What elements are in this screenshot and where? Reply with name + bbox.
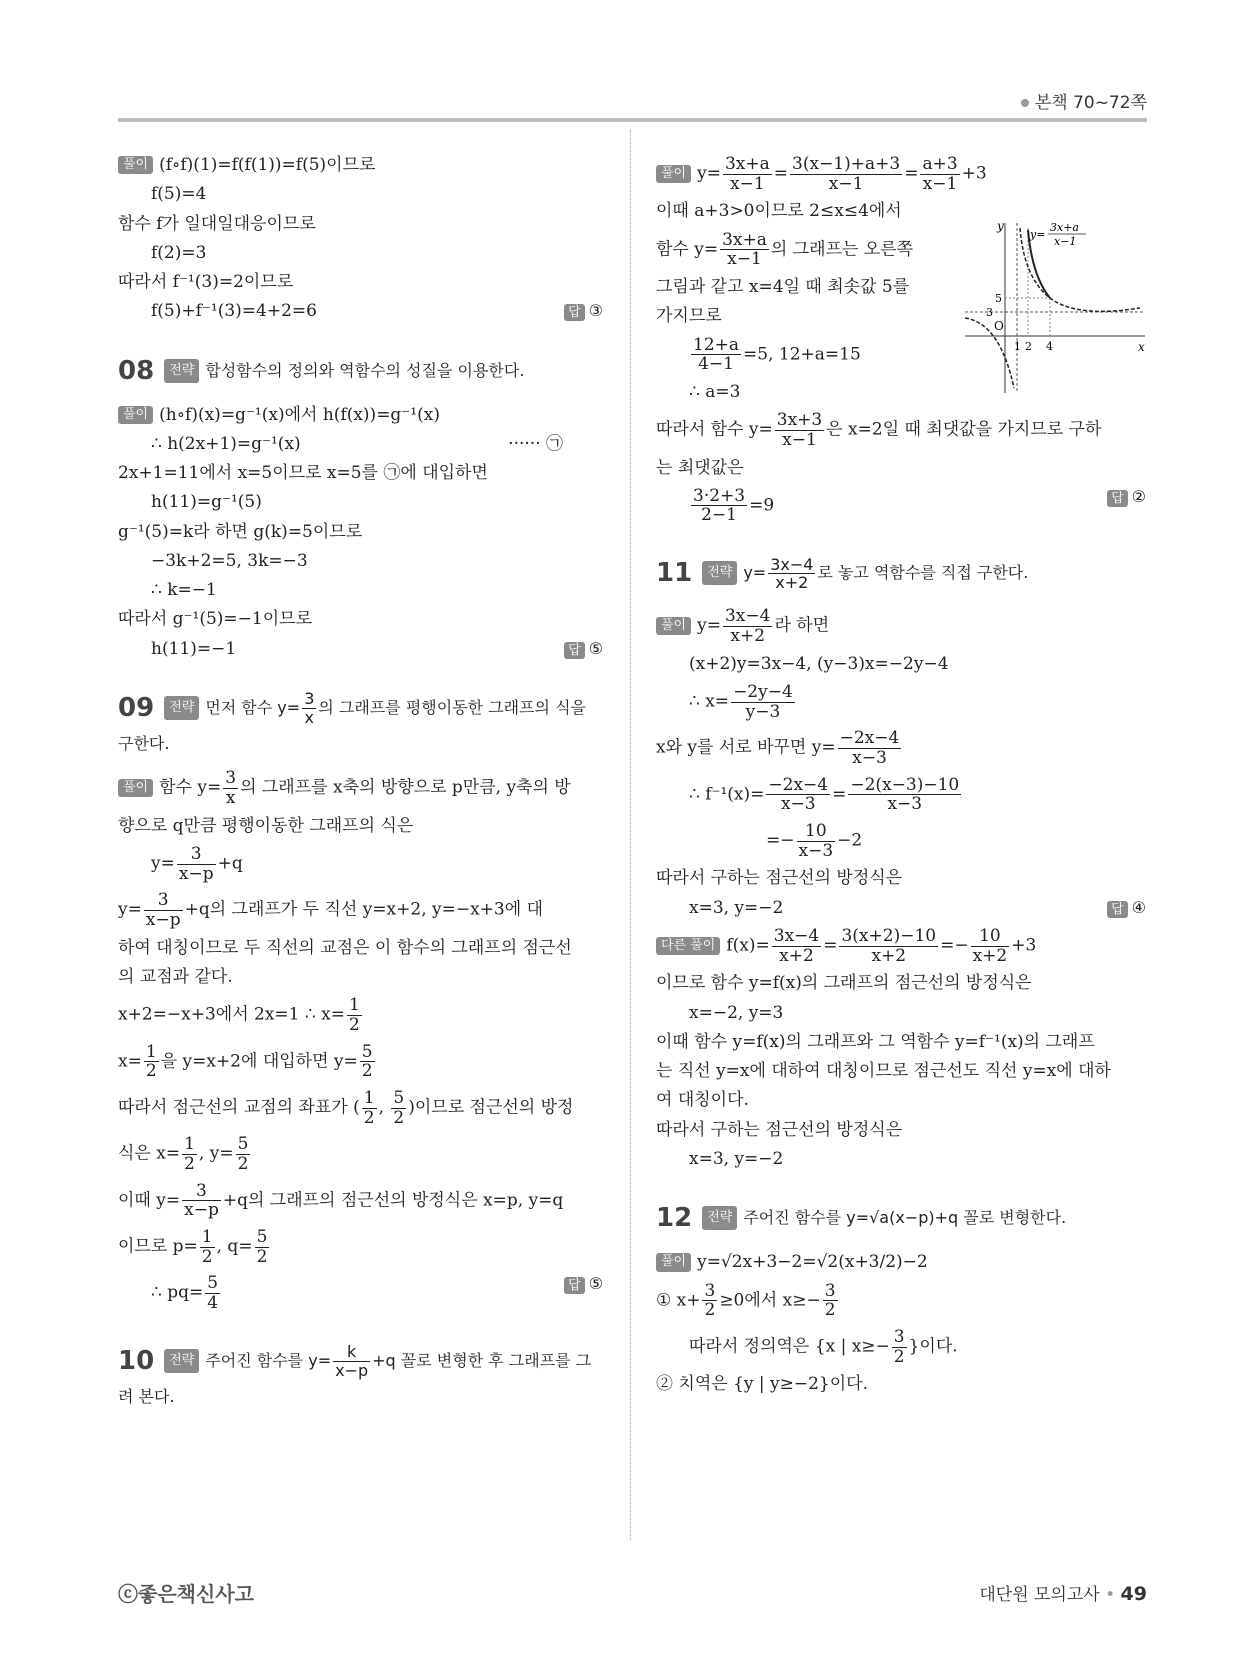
question-09-header: 09 전략 먼저 함수 y= $\frac{3}{x}$ 의 그래프를 평행이동한 그래프의 식을 구한다. <box>118 689 587 754</box>
fraction: $\frac{-2x-4}{x-3}$ <box>839 728 900 768</box>
fraction: $\frac{3\cdot 2+3}{2-1}$ <box>693 485 746 526</box>
fraction: $\frac{5}{2}$ <box>393 1087 405 1128</box>
fraction: $\frac{10}{x+2}$ <box>972 925 1008 966</box>
fraction: $\frac{3x-4}{x+2}$ <box>770 554 814 593</box>
answer: 답 ④ <box>1107 898 1146 918</box>
bullet-icon <box>1021 99 1029 107</box>
tick-4: 4 <box>1046 340 1053 353</box>
question-08-header: 08 전략 합성함수의 정의와 역함수의 성질을 이용한다. <box>118 355 525 386</box>
fraction: $\frac{3}{x-p}$ <box>145 890 181 930</box>
text-line: 따라서 f⁻¹(3)=2이므로 <box>118 272 294 292</box>
tick-5: 5 <box>995 292 1002 305</box>
fraction: $\frac{5}{4}$ <box>207 1273 219 1314</box>
text-line: 함수 f가 일대일대응이므로 <box>118 213 316 234</box>
origin-label: O <box>994 319 1004 333</box>
curve-label: y= <box>1030 228 1046 241</box>
solution-label: 풀이 <box>118 156 153 174</box>
fraction: $\frac{3}{x}$ <box>225 768 237 808</box>
text-line: f(2)=3 <box>151 242 207 263</box>
fraction: $\frac{-2x-4}{x-3}$ <box>768 774 829 815</box>
alt-solution-label: 다른 풀이 <box>656 937 720 955</box>
question-11-header: 11 전략 y= $\frac{3x-4}{x+2}$ 로 놓고 역함수를 직접 구한다. <box>656 554 1029 593</box>
fraction: $\frac{3x-4}{x+2}$ <box>773 925 820 966</box>
column-divider <box>630 130 631 1540</box>
fraction: $\frac{5}{2}$ <box>361 1041 373 1082</box>
right-column: 풀이 y= $\frac{3x+a}{x-1}$ = $\frac{3(x-1)+a+3}{x-1}$ = $\frac{a+3}{x-1}$ +3 이때 a+3>0이므로 2≤x≤4에서 함수 y= $\frac{3x+a}{x-1}$ 의 그래프는 오른쪽 그림과 같고 x=4일 때 최솟값 5를 가지므로 $\frac{12+a}{4-1}$ =5, 12+a=15 ∴ a=3 따라서 함수 y= $\frac{3x+3}{x-1}$ 은 x=2일 때 최댓값을 가지므로 구하 는 최댓값은 $\frac{3\cdot 2+3}{2-1}$ =9 답 ② 11 전략 y= $\frac{3x-4}{x+2}$ 로 놓고 역함수를 직접 구한다. 풀이 y= $\frac{3x-4}{x+2}$ 라 하면 (x+2)y=3x−4, (y−3)x=−2y−4 ∴ x= $\frac{-2y-4}{y-3}$ x와 y를 서로 바꾸면 y= $\frac{-2x-4}{x-3}$ ∴ f⁻¹(x)= $\frac{-2x-4}{x-3}$ = $\frac{-2(x-3)-10}{x-3}$ =− $\frac{10}{x-3}$ −2 따라서 구하는 점근선의 방정식은 x=3, y=−2 답 ④ 다른 풀이 f(x)= $\frac{3x-4}{x+2}$ = $\frac{3(x+2)-10}{x+2}$ =− $\frac{10}{x+2}$ +3 이므로 함수 y=f(x)의 그래프의 점근선의 방정식은 x=−2, y=3 이때 함수 y=f(x)의 그래프와 그 역함수 y=f⁻¹(x)의 그래프 는 직선 y=x에 대하여 대칭이므로 점근선도 직선 y=x에 대하 여 대칭이다. 따라서 구하는 점근선의 방정식은 x=3, y=−2 12 전략 주어진 함수를 y=√a(x−p)+q 꼴로 변형한다. 풀이 y=√2x+3−2=√2(x+3/2)−2 ① x+ $\frac{3}{2}$ ≥0에서 x≥− $\frac{3}{2}$ 따라서 정의역은 {x | x≥− $\frac{3}{2}$ }이다. ② 치역은 {y | y≥−2}이다. <box>656 154 1146 1395</box>
y-label: y <box>997 219 1004 233</box>
answer: 답 ⑤ <box>564 1274 603 1294</box>
answer: 답 ② <box>1107 487 1146 507</box>
tick-3: 3 <box>986 306 993 319</box>
text-line: f(5)=4 <box>151 184 207 205</box>
question-12-header: 12 전략 주어진 함수를 y=√a(x−p)+q 꼴로 변형한다. <box>656 1203 1067 1234</box>
left-column: 풀이 (f∘f)(1)=f(f(1))=f(5)이므로 f(5)=4 함수 f가 일대일대응이므로 f(2)=3 따라서 f⁻¹(3)=2이므로 f(5)+f⁻¹(3)=4+2=6 답 ③ 08 전략 합성함수의 정의와 역함수의 성질을 이용한다. 풀이 (h∘f)(x)=g⁻¹(x)에서 h(f(x))=g⁻¹(x) ∴ h(2x+1)=g⁻¹(x) ······ ㉠ 2x+1=11에서 x=5이므로 x=5를 ㉠에 대입하면 h(11)=g⁻¹(5) g⁻¹(5)=k라 하면 g(k)=5이므로 −3k+2=5, 3k=−3 ∴ k=−1 따라서 g⁻¹(5)=−1이므로 h(11)=−1 답 ⑤ 09 전략 먼저 함수 y= $\frac{3}{x}$ 의 그래프를 평행이동한 그래프의 식을 구한다. 풀이 함수 y= $\frac{3}{x}$ 의 그래프를 x축의 방향으로 p만큼, y축의 방 향으로 q만큼 평행이동한 그래프의 식은 y= $\frac{3}{x-p}$ +q y= $\frac{3}{x-p}$ +q의 그래프가 두 직선 y=x+2, y=−x+3에 대 하여 대칭이므로 두 직선의 교점은 이 함수의 그래프의 점근선 의 교점과 같다. x+2=−x+3에서 2x=1 ∴ x= $\frac{1}{2}$ x= $\frac{1}{2}$ 을 y=x+2에 대입하면 y= $\frac{5}{2}$ 따라서 점근선의 교점의 좌표가 ( $\frac{1}{2}$ , $\frac{5}{2}$ )이므로 점근선의 방정 식은 x= $\frac{1}{2}$ , y= $\frac{5}{2}$ 이때 y= $\frac{3}{x-p}$ +q의 그래프의 점근선의 방정식은 x=p, y=q 이므로 p= $\frac{1}{2}$ , q= $\frac{5}{2}$ ∴ pq= $\frac{5}{4}$ 답 ⑤ 10 전략 주어진 함수를 y= $\frac{k}{x-p}$ +q 꼴로 변형한 후 그래프를 그려 본다. <box>118 155 603 1422</box>
tick-1: 1 <box>1014 340 1021 353</box>
fraction: $\frac{5}{2}$ <box>256 1227 268 1267</box>
fraction: $\frac{a+3}{x-1}$ <box>922 154 958 194</box>
answer: 답 ⑤ <box>564 639 603 659</box>
fraction: $\frac{12+a}{4-1}$ <box>693 334 740 375</box>
fraction: $\frac{5}{2}$ <box>237 1134 249 1174</box>
tick-2: 2 <box>1025 340 1032 353</box>
fraction: $\frac{1}{2}$ <box>201 1227 213 1267</box>
text-line: (f∘f)(1)=f(f(1))=f(5)이므로 <box>159 155 376 175</box>
fraction: $\frac{k}{x-p}$ <box>335 1342 369 1380</box>
fraction: $\frac{1}{2}$ <box>363 1087 375 1128</box>
curve-label-num: 3x+a <box>1050 221 1079 234</box>
fraction: $\frac{1}{2}$ <box>348 995 360 1035</box>
fraction: $\frac{-2y-4}{y-3}$ <box>733 681 793 722</box>
fraction: $\frac{3}{x-p}$ <box>178 843 214 884</box>
fraction: $\frac{3x+3}{x-1}$ <box>776 410 823 450</box>
question-10-header: 10 전략 주어진 함수를 y= $\frac{k}{x-p}$ +q 꼴로 변형한 후 그래프를 그려 본다. <box>118 1342 592 1406</box>
curve-label-den: x−1 <box>1054 235 1077 248</box>
fraction: $\frac{3}{2}$ <box>704 1280 716 1321</box>
fraction: $\frac{3x-4}{x+2}$ <box>724 606 771 646</box>
fraction: $\frac{1}{2}$ <box>184 1134 195 1174</box>
fraction: $\frac{3}{2}$ <box>824 1280 836 1321</box>
fraction: $\frac{3}{x-p}$ <box>184 1180 219 1221</box>
fraction: $\frac{3(x-1)+a+3}{x-1}$ <box>792 154 901 194</box>
publisher-logo: ⓒ좋은책신사고 <box>118 1582 254 1606</box>
fraction: $\frac{3}{x}$ <box>304 689 315 727</box>
header-rule <box>118 118 1147 122</box>
curve-left <box>965 318 1014 388</box>
fraction: $\frac{3x+a}{x-1}$ <box>724 154 770 194</box>
page-reference: 본책 70~72쪽 <box>1021 88 1147 113</box>
fraction: $\frac{10}{x-3}$ <box>798 821 834 861</box>
fraction: $\frac{-2(x-3)-10}{x-3}$ <box>850 774 960 815</box>
footer-section: 대단원 모의고사 • 49 <box>979 1583 1147 1605</box>
answer: 답 ③ <box>564 301 603 321</box>
text-line: f(5)+f⁻¹(3)=4+2=6 <box>151 301 317 322</box>
page-number: 49 <box>1120 1583 1147 1605</box>
x-label: x <box>1138 340 1145 354</box>
fraction: $\frac{3(x+2)-10}{x+2}$ <box>841 925 937 966</box>
fraction: $\frac{3}{2}$ <box>893 1326 905 1367</box>
fraction: $\frac{3x+a}{x-1}$ <box>722 229 767 270</box>
function-graph <box>960 218 1150 398</box>
fraction: $\frac{1}{2}$ <box>145 1041 157 1082</box>
